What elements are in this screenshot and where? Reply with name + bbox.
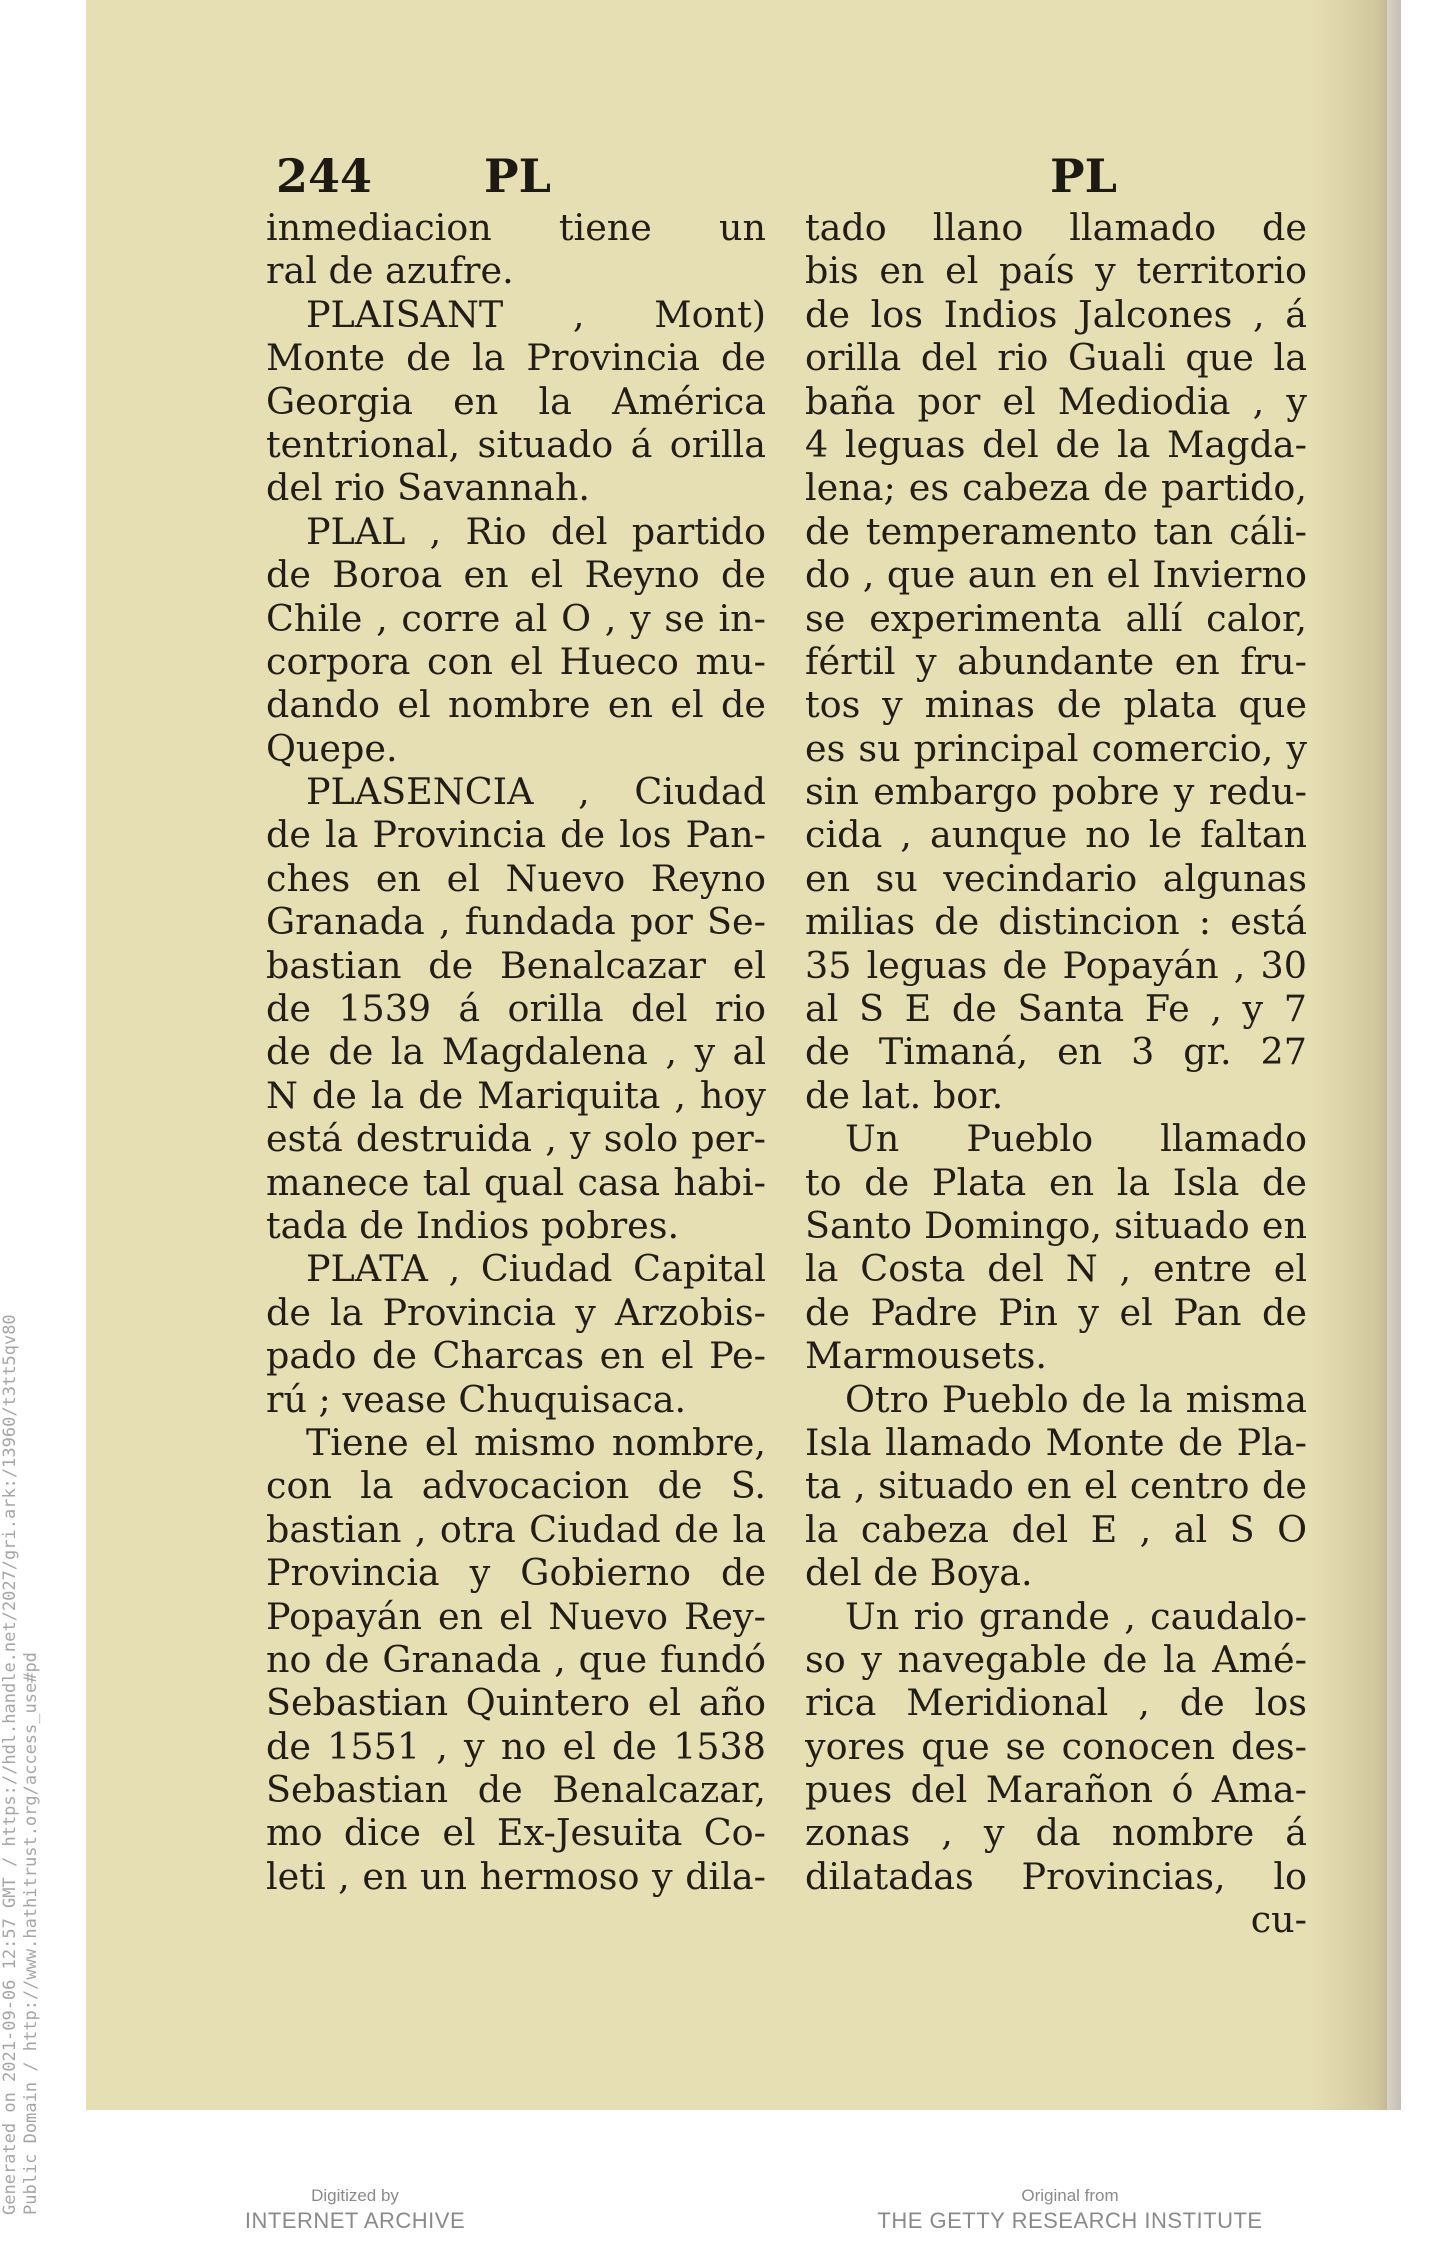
text-line: en su vecindario algunas <box>805 856 1307 900</box>
right-running-head: PL <box>1050 149 1117 203</box>
text-line: está destruida , y solo per- <box>266 1117 766 1161</box>
text-line: to de Plata en la Isla de <box>805 1160 1307 1204</box>
text-line: Granada , fundada por Se- <box>266 900 766 944</box>
text-line: Otro Pueblo de la misma <box>845 1377 1307 1421</box>
text-line: mo dice el Ex-Jesuita Co- <box>266 1811 766 1855</box>
footer-digitized-by <box>230 2185 480 2235</box>
text-line: de lat. bor. <box>805 1073 1004 1117</box>
text-line: Un Pueblo llamado <box>845 1117 1307 1161</box>
text-line: Chile , corre al O , y se in- <box>266 596 766 640</box>
text-line: de la Provincia de los Pan- <box>266 813 766 857</box>
footer-right-big: THE GETTY RESEARCH INSTITUTE <box>877 2208 1263 2233</box>
text-line: orilla del rio Guali que la <box>805 336 1307 380</box>
left-text-column <box>266 206 766 1898</box>
footer-left-small: Digitized by <box>311 2186 399 2205</box>
watermark-line-2: Public Domain / http://www.hathitrust.org/access_use#pd <box>21 1652 41 2215</box>
text-line: corpora con el Hueco mu- <box>266 639 766 683</box>
text-line: Marmousets. <box>805 1334 1048 1378</box>
text-line: Sebastian Quintero el año <box>266 1681 766 1725</box>
page-number: 244 <box>276 149 373 203</box>
text-line: PLASENCIA , Ciudad <box>306 770 766 814</box>
text-line: PLAISANT , Mont) <box>306 292 766 336</box>
text-line: de Boroa en el Reyno de <box>266 553 766 597</box>
text-line: PLATA , Ciudad Capital <box>306 1247 766 1291</box>
text-line: Isla llamado Monte de Pla- <box>805 1420 1307 1464</box>
text-line: de Timaná, en 3 gr. 27 <box>805 1030 1307 1074</box>
text-line: pues del Marañon ó Ama- <box>805 1768 1307 1812</box>
text-line: tado llano llamado de <box>805 206 1307 249</box>
text-line: 35 leguas de Popayán , 30 <box>805 943 1307 987</box>
text-line: de Padre Pin y el Pan de <box>805 1290 1307 1334</box>
text-line: de 1551 , y no el de 1538 <box>266 1724 766 1768</box>
text-line: no de Granada , que fundó <box>266 1637 766 1681</box>
text-line: zonas , y da nombre á <box>805 1811 1307 1855</box>
text-line: bastian , otra Ciudad de la <box>266 1507 766 1551</box>
text-line: bis en el país y territorio <box>805 249 1307 293</box>
text-line: do , que aun en el Invierno <box>805 553 1307 597</box>
text-line: de 1539 á orilla del rio <box>266 987 766 1031</box>
watermark-line-1: Generated on 2021-09-06 12:57 GMT / https://hdl.handle.net/2027/gri.ark:/13960/t3tt5qv80 <box>0 1314 20 2215</box>
text-line: de la Provincia y Arzobis- <box>266 1290 766 1334</box>
text-line: al S E de Santa Fe , y 7 <box>805 987 1307 1031</box>
footer-right-small: Original from <box>1021 2186 1119 2205</box>
text-line: PLAL , Rio del partido <box>306 509 766 553</box>
catchword-row <box>805 1898 1307 1941</box>
text-line: milias de distincion : está <box>805 900 1307 944</box>
text-line: lena; es cabeza de partido, <box>805 466 1307 510</box>
text-line: yores que se conocen des- <box>805 1724 1307 1768</box>
text-line: N de la de Mariquita , hoy <box>266 1073 766 1117</box>
text-line: la Costa del N , entre el <box>805 1247 1307 1291</box>
page-gutter-shadow <box>1310 0 1401 2110</box>
catchword: cu- <box>1250 1898 1307 1941</box>
text-line: dando el nombre en el de <box>266 683 766 727</box>
text-line: so y navegable de la Amé- <box>805 1637 1307 1681</box>
text-line: ral de azufre. <box>266 249 514 293</box>
text-line: del rio Savannah. <box>266 466 590 510</box>
text-line: Georgia en la América <box>266 379 766 423</box>
text-line: sin embargo pobre y redu- <box>805 770 1307 814</box>
left-running-head: PL <box>484 149 551 203</box>
text-line: dilatadas Provincias, lo <box>805 1854 1307 1898</box>
text-line: rú ; vease Chuquisaca. <box>266 1377 687 1421</box>
text-line: rica Meridional , de los <box>805 1681 1307 1725</box>
text-line: de de la Magdalena , y al <box>266 1030 766 1074</box>
footer-left-big: INTERNET ARCHIVE <box>244 2208 466 2233</box>
text-line: Quepe. <box>266 726 398 770</box>
text-line: Popayán en el Nuevo Rey- <box>266 1594 766 1638</box>
text-line: Monte de la Provincia de <box>266 336 766 380</box>
text-line: tada de Indios pobres. <box>266 1203 680 1247</box>
text-line: leti , en un hermoso y dila- <box>266 1854 766 1898</box>
text-line: 4 leguas del de la Magda- <box>805 422 1307 466</box>
text-line: tentrional, situado á orilla <box>266 422 766 466</box>
right-text-column <box>805 206 1307 1898</box>
text-line: ches en el Nuevo Reyno <box>266 856 766 900</box>
text-line: tos y minas de plata que <box>805 683 1307 727</box>
text-line: bastian de Benalcazar el <box>266 943 766 987</box>
text-line: pado de Charcas en el Pe- <box>266 1334 766 1378</box>
text-line: cida , aunque no le faltan <box>805 813 1307 857</box>
text-line: manece tal qual casa habi- <box>266 1160 766 1204</box>
text-line: Un rio grande , caudalo- <box>845 1594 1307 1638</box>
text-line: de temperamento tan cáli- <box>805 509 1307 553</box>
text-line: la cabeza del E , al S O <box>805 1507 1307 1551</box>
text-line: de los Indios Jalcones , á <box>805 292 1307 336</box>
text-line: baña por el Mediodia , y <box>805 379 1307 423</box>
text-line: Tiene el mismo nombre, <box>306 1420 766 1464</box>
text-line: Provincia y Gobierno de <box>266 1551 766 1595</box>
text-line: del de Boya. <box>805 1551 1033 1595</box>
text-line: Santo Domingo, situado en <box>805 1203 1307 1247</box>
text-line: inmediacion tiene un <box>266 206 766 249</box>
text-line: ta , situado en el centro de <box>805 1464 1307 1508</box>
hathitrust-watermark <box>0 1314 42 2215</box>
footer-original-from <box>860 2185 1280 2235</box>
text-line: con la advocacion de S. <box>266 1464 766 1508</box>
text-line: fértil y abundante en fru- <box>805 639 1307 683</box>
text-line: Sebastian de Benalcazar, <box>266 1768 766 1812</box>
text-line: se experimenta allí calor, <box>805 596 1307 640</box>
text-line: es su principal comercio, y <box>805 726 1307 770</box>
